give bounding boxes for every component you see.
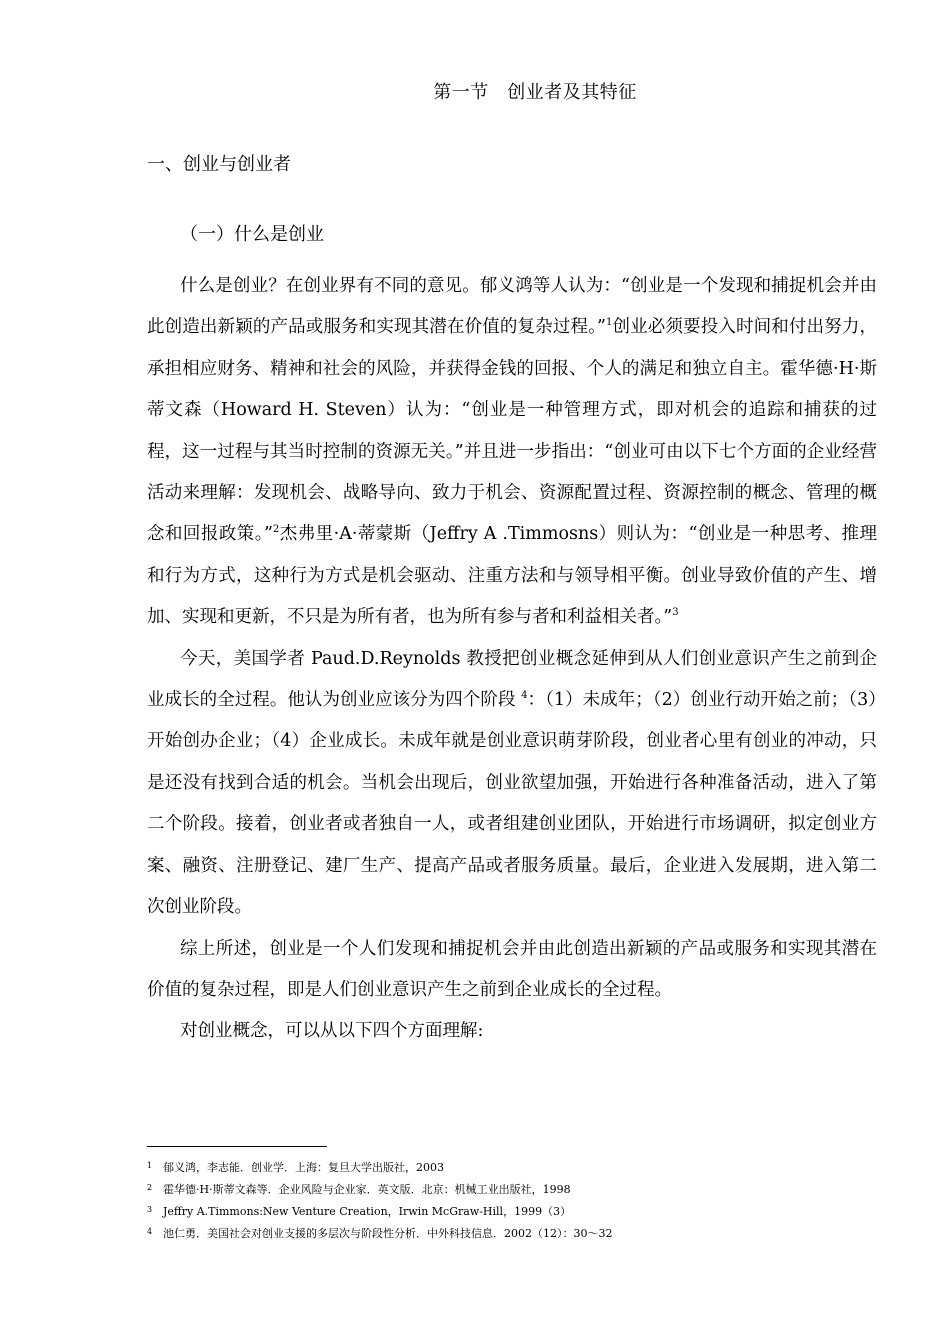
heading-level2: （一）什么是创业 bbox=[180, 224, 324, 245]
footnote-ref-3: 3 bbox=[672, 607, 679, 619]
footnote-ref-1: 1 bbox=[605, 317, 613, 329]
paragraph-2 bbox=[147, 639, 877, 929]
footnote-number: 2 bbox=[147, 1183, 153, 1192]
footnote-text: 霍华德·H·斯蒂文森等．企业风险与企业家．英文版．北京：机械工业出版社，1998 bbox=[163, 1183, 571, 1196]
section-title: 第一节 创业者及其特征 bbox=[433, 82, 637, 103]
paragraph-1-part-a: 什么是创业？在创业界有不同的意见。郁义鸿等人认为：“创业是一个发现和捕捉机会并由此创造出新颖的产品或服务和实现其潜在价值的复杂过程。” bbox=[147, 276, 877, 338]
footnote-text: 郁义鸿，李志能．创业学．上海：复旦大学出版社，2003 bbox=[163, 1161, 444, 1174]
footnote-number: 1 bbox=[147, 1161, 153, 1170]
footnote-text: 池仁勇．美国社会对创业支援的多层次与阶段性分析．中外科技信息．2002（12）：30～32 bbox=[163, 1227, 613, 1240]
paragraph-1-part-b: 创业必须要投入时间和付出努力，承担相应财务、精神和社会的风险，并获得金钱的回报、个人的满足和独立自主。霍华德·H·斯蒂文森（Howard H. Steven）认为：“创业是一种管理方式，即对机会的追踪和捕获的过程，这一过程与其当时控制的资源无关。”并且进一步指出：“创业可由以下七个方面的企业经营活动来理解：发现机会、战略导向、致力于机会、资源配置过程、资源控制的概念、管理的概念和回报政策。” bbox=[147, 317, 877, 545]
footnote-4 bbox=[147, 1222, 867, 1244]
footnotes bbox=[147, 1156, 867, 1244]
paragraph-1 bbox=[147, 266, 877, 639]
footnote-3 bbox=[147, 1200, 867, 1222]
footnote-ref-4: 4 bbox=[521, 690, 528, 702]
footnote-text: Jeffry A.Timmons:New Venture Creation，Irwin McGraw-Hill，1999（3） bbox=[163, 1205, 572, 1218]
footnote-ref-2: 2 bbox=[272, 524, 280, 536]
footnote-1 bbox=[147, 1156, 867, 1178]
footnote-separator bbox=[147, 1146, 327, 1147]
footnote-number: 3 bbox=[147, 1205, 153, 1214]
paragraph-2-part-b: ：（1）未成年；（2）创业行动开始之前；（3）开始创办企业；（4）企业成长。未成年就是创业意识萌芽阶段，创业者心里有创业的冲动，只是还没有找到合适的机会。当机会出现后，创业欲望加强，开始进行各种准备活动，进入了第二个阶段。接着，创业者或者独自一人，或者组建创业团队，开始进行市场调研，拟定创业方案、融资、注册登记、建厂生产、提高产品或者服务质量。最后，企业进入发展期，进入第二次创业阶段。 bbox=[147, 690, 877, 918]
footnote-number: 4 bbox=[147, 1227, 153, 1236]
footnote-2 bbox=[147, 1178, 867, 1200]
paragraph-2-part-a: 今天，美国学者 Paud.D.Reynolds 教授把创业概念延伸到从人们创业意识产生之前到企业成长的全过程。他认为创业应该分为四个阶段 bbox=[147, 648, 877, 711]
paragraph-3: 综上所述，创业是一个人们发现和捕捉机会并由此创造出新颖的产品或服务和实现其潜在价值的复杂过程，即是人们创业意识产生之前到企业成长的全过程。 bbox=[147, 938, 877, 1000]
paragraph-1-part-c: 杰弗里·A·蒂蒙斯（Jeffry A .Timmosns）则认为：“创业是一种思考、推理和行为方式，这种行为方式是机会驱动、注重方法和与领导相平衡。创业导致价值的产生、增加、实现和更新，不只是为所有者，也为所有参与者和利益相关者。” bbox=[147, 524, 877, 628]
paragraph-4: 对创业概念，可以从以下四个方面理解: bbox=[180, 1021, 484, 1042]
body-text bbox=[147, 266, 877, 1053]
heading-level1: 一、创业与创业者 bbox=[147, 154, 291, 175]
